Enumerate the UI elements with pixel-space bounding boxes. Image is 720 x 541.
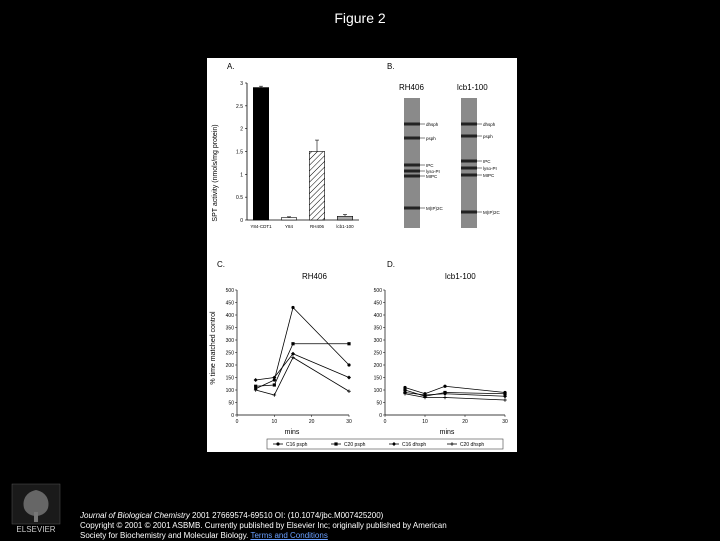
- y-tick-label: 250: [225, 350, 234, 357]
- figure-title: Figure 2: [334, 10, 386, 26]
- copyright-line: Copyright © 2001 © 2001 ASBMB. Currently published by Elsevier Inc; originally published by American: [80, 521, 447, 530]
- panel-c-xlabel: mins: [284, 429, 300, 436]
- y-tick-label: 300: [225, 338, 234, 344]
- x-tick-label: 30: [502, 419, 508, 425]
- tlc-band-label: dhsph: [483, 122, 496, 127]
- panel-c-chart: [226, 288, 352, 425]
- legend-label: C16 dhsph: [402, 442, 427, 448]
- y-tick-label: 300: [373, 338, 382, 344]
- legend-label: C20 psph: [344, 442, 366, 448]
- panel-a-bar: [309, 152, 324, 221]
- journal-name: Journal of Biological Chemistry: [80, 511, 190, 520]
- x-tick-label: 20: [462, 419, 468, 425]
- tlc-band: [461, 160, 477, 163]
- panel-a-y-tick-label: 1.5: [236, 149, 243, 156]
- y-tick-label: 500: [373, 288, 382, 294]
- tlc-band-label: M(IP)2C: [483, 210, 500, 215]
- tlc-band-label: IPC: [483, 159, 491, 164]
- citation-text: 2001 27669574-69510 OI: (10.1074/jbc.M007425200): [189, 511, 384, 520]
- panel-a-bar: [253, 88, 268, 220]
- panel-a-label: A.: [227, 62, 235, 71]
- tlc-band-label: lyso-PI: [426, 169, 440, 174]
- x-tick-label: 20: [308, 419, 315, 425]
- tlc-band: [461, 174, 477, 177]
- tlc-band: [404, 123, 420, 126]
- tlc-band: [404, 164, 420, 167]
- y-tick-label: 350: [225, 325, 234, 332]
- data-point: [392, 442, 396, 446]
- panel-d-chart: [374, 288, 508, 425]
- data-point: [450, 442, 454, 446]
- panel-a-x-tick-label: Y84-CDT1: [250, 224, 272, 229]
- tlc-band-label: MIPC: [426, 174, 438, 179]
- data-point: [254, 378, 258, 382]
- tlc-band: [461, 135, 477, 138]
- panel-a-bar: [337, 216, 352, 220]
- y-tick-label: 250: [373, 350, 382, 357]
- panel-a-ylabel: SPT activity (nmols/mg protein): [212, 124, 219, 222]
- panel-b-strain-left: RH406: [399, 83, 424, 92]
- y-tick-label: 150: [373, 375, 382, 382]
- x-tick-label: 30: [346, 419, 352, 425]
- y-tick-label: 450: [225, 300, 234, 307]
- series-line: [256, 354, 349, 380]
- tlc-band-label: M(IP)2C: [426, 206, 443, 211]
- y-tick-label: 350: [373, 325, 382, 332]
- panel-a-y-tick-label: 2: [240, 126, 243, 133]
- panel-c-ylabel: % time matched control: [210, 311, 217, 385]
- tlc-band: [404, 207, 420, 210]
- y-tick-label: 100: [373, 388, 382, 394]
- tlc-band-label: psph: [426, 136, 436, 141]
- data-point: [254, 385, 257, 388]
- terms-link[interactable]: Terms and Conditions: [250, 531, 328, 540]
- legend-label: C20 dhsph: [460, 442, 485, 448]
- y-tick-label: 450: [373, 300, 382, 307]
- figure-footer: [80, 511, 640, 541]
- panel-c-strain: RH406: [302, 272, 327, 281]
- x-tick-label: 0: [235, 419, 239, 425]
- data-point: [347, 389, 351, 393]
- figure-image: [207, 58, 517, 452]
- data-point: [273, 393, 277, 397]
- panel-b-tlc: [404, 98, 501, 228]
- data-point: [276, 442, 279, 445]
- y-tick-label: 500: [225, 288, 234, 294]
- x-tick-label: 10: [271, 419, 278, 425]
- tlc-band: [404, 175, 420, 178]
- tlc-band-label: lyso-PI: [483, 166, 497, 171]
- panel-a-y-tick-label: 2.5: [236, 103, 243, 110]
- data-point: [347, 342, 350, 345]
- data-point: [291, 306, 294, 309]
- panel-b-label: B.: [387, 62, 395, 71]
- data-point: [503, 398, 507, 402]
- y-tick-label: 100: [225, 388, 234, 394]
- y-tick-label: 200: [373, 363, 382, 369]
- tlc-band-label: IPC: [426, 163, 434, 168]
- panel-d-label: D.: [387, 260, 395, 269]
- panel-c-label: C.: [217, 260, 225, 269]
- y-tick-label: 200: [225, 363, 234, 369]
- tlc-band: [404, 137, 420, 140]
- panel-a-x-tick-label: RH406: [309, 224, 325, 229]
- figure-legend: [267, 439, 503, 449]
- y-tick-label: 0: [379, 413, 382, 419]
- panel-d-strain: lcb1-100: [445, 272, 476, 281]
- society-text: Society for Biochemistry and Molecular Biology.: [80, 531, 251, 540]
- data-point: [443, 396, 447, 400]
- tlc-band: [461, 123, 477, 126]
- y-tick-label: 150: [225, 375, 234, 382]
- legend-label: C16 psph: [286, 442, 308, 448]
- series-line: [256, 308, 349, 389]
- data-point: [347, 363, 350, 366]
- y-tick-label: 0: [231, 413, 234, 419]
- y-tick-label: 50: [228, 400, 234, 407]
- x-tick-label: 0: [383, 419, 387, 425]
- data-point: [347, 376, 351, 380]
- y-tick-label: 50: [376, 400, 382, 407]
- data-point: [291, 342, 294, 345]
- panel-a-x-tick-label: Y84: [284, 224, 294, 229]
- data-point: [334, 442, 337, 445]
- panel-a-x-tick-label: lcb1-100: [336, 224, 354, 229]
- elsevier-logo: [8, 482, 64, 534]
- data-point: [273, 383, 276, 386]
- panel-d-xlabel: mins: [439, 429, 455, 436]
- tlc-band-label: psph: [483, 134, 493, 139]
- citation-line: [80, 511, 640, 521]
- panel-a-bar: [281, 218, 296, 220]
- series-line: [256, 358, 349, 396]
- tlc-band-label: dhsph: [426, 122, 439, 127]
- tlc-band: [461, 211, 477, 214]
- data-point: [443, 385, 446, 388]
- y-tick-label: 400: [373, 313, 382, 319]
- tlc-band: [461, 167, 477, 170]
- panel-a-y-tick-label: 1: [240, 172, 243, 179]
- y-tick-label: 400: [225, 313, 234, 319]
- panel-a-y-tick-label: 3: [240, 81, 243, 87]
- logo-text: ELSEVIER: [16, 525, 56, 534]
- figure-svg: [207, 58, 517, 452]
- panel-a-chart: [236, 81, 359, 229]
- x-tick-label: 10: [422, 419, 428, 425]
- data-point: [291, 356, 295, 360]
- panel-a-y-tick-label: 0.5: [236, 195, 243, 202]
- tlc-lane-right: [461, 98, 477, 228]
- panel-b-strain-right: lcb1-100: [457, 83, 488, 92]
- panel-a-y-tick-label: 0: [240, 218, 243, 224]
- tlc-band-label: MIPC: [483, 173, 495, 178]
- tlc-band: [404, 170, 420, 173]
